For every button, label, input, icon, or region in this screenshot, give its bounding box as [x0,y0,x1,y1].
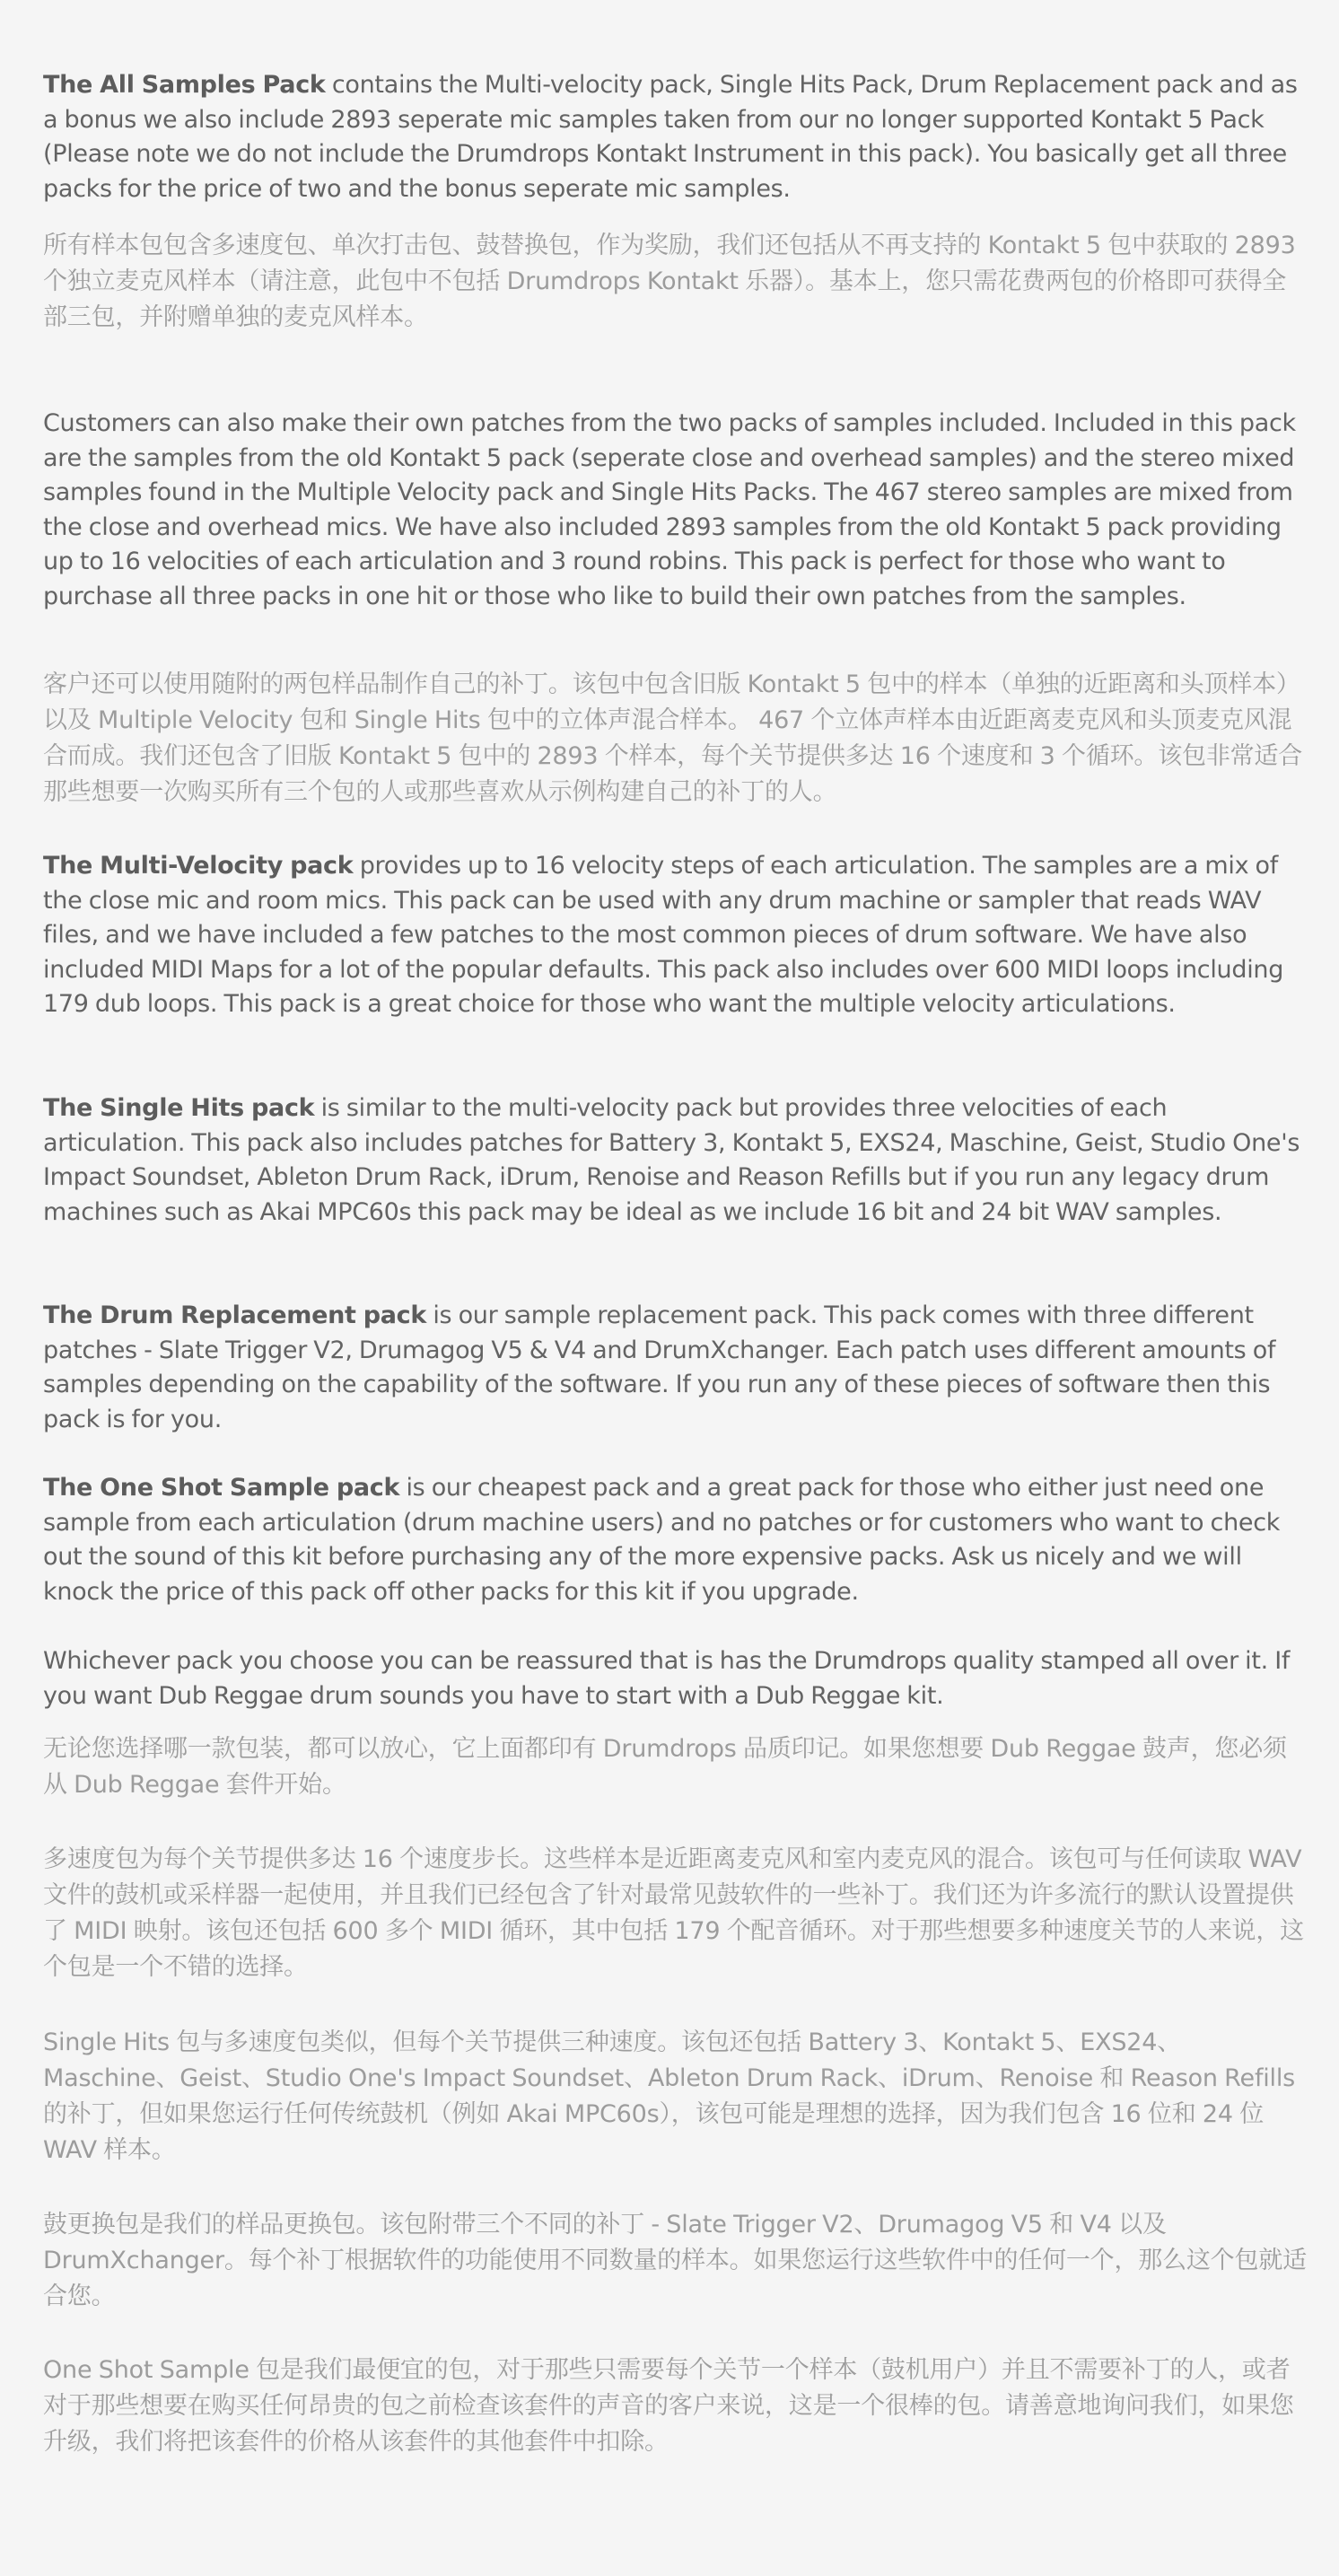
multi-velocity-zh-paragraph [43,1842,1310,1985]
one-shot-sample-pack-paragraph [43,1471,1317,1609]
quality-paragraph [43,1644,1317,1713]
paragraph-text: Whichever pack you choose you can be reassured that is has the Drumdrops quality stamped all over it. If you want Dub Reggae drum sounds you have to start with a Dub Reggae kit. [43,1647,1291,1710]
paragraph-lead: The Drum Replacement pack [43,1301,427,1329]
paragraph-text: 多速度包为每个关节提供多达 16 个速度步长。这些样本是近距离麦克风和室内麦克风的混合。该包可与任何读取 WAV 文件的鼓机或采样器一起使用，并且我们已经包含了针对最常见鼓软件的一些补丁。我们还为许多流行的默认设置提供了 MIDI 映射。该包还包括 600 多个 MIDI 循环，其中包括 179 个配音循环。对于那些想要多种速度关节的人来说，这个包是一个不错的选择。 [43,1845,1304,1981]
paragraph-text: provides up to 16 velocity steps of each articulation. The samples are a mix of the close mic and room mics. This pack can be used with any drum machine or sampler that reads WAV files, and we have included a few patches to the most common pieces of drum software. We have also included MIDI Maps for a lot of the popular defaults. This pack also includes over 600 MIDI loops including 179 dub loops. This pack is a great choice for those who want the multiple velocity articulations. [43,852,1284,1019]
paragraph-text: 所有样本包包含多速度包、单次打击包、鼓替换包，作为奖励，我们还包括从不再支持的 Kontakt 5 包中获取的 2893 个独立麦克风样本（请注意，此包中不包括 Drumdrops Kontakt 乐器）。基本上，您只需花费两包的价格即可获得全部三包，并附赠单独的麦克风样本。 [43,232,1296,331]
drum-replacement-pack-paragraph [43,1299,1317,1437]
quality-zh-paragraph [43,1731,1310,1803]
paragraph-text: One Shot Sample 包是我们最便宜的包，对于那些只需要每个关节一个样本（鼓机用户）并且不需要补丁的人，或者对于那些想要在购买任何昂贵的包之前检查该套件的声音的客户来说，这是一个很棒的包。请善意地询问我们，如果您升级，我们将把该套件的价格从该套件的其他套件中扣除。 [43,2356,1294,2456]
paragraph-text: Customers can also make their own patches from the two packs of samples included. Included in this pack are the samples from the old Kontakt 5 pack (seperate close and overhead samples) and the stereo mixed samples found in the Multiple Velocity pack and Single Hits Packs. The 467 stereo samples are mixed from the close and overhead mics. We have also included 2893 samples from the old Kontakt 5 pack providing up to 16 velocities of each articulation and 3 round robins. This pack is perfect for those who want to purchase all three packs in one hit or those who like to build their own patches from the samples. [43,409,1296,610]
all-samples-pack-zh-paragraph [43,228,1308,336]
paragraph-text: is our sample replacement pack. This pack comes with three different patches - Slate Trigger V2, Drumagog V5 & V4 and DrumXchanger. Each patch uses different amounts of samples depending on the capability of the software. If you run any of these pieces of software then this pack is for you. [43,1301,1276,1433]
custom-patches-zh-paragraph [43,667,1310,810]
paragraph-lead: The One Shot Sample pack [43,1474,400,1502]
paragraph-text: 无论您选择哪一款包装，都可以放心，它上面都印有 Drumdrops 品质印记。如果您想要 Dub Reggae 鼓声，您必须从 Dub Reggae 套件开始。 [43,1735,1287,1799]
paragraph-text: Single Hits 包与多速度包类似，但每个关节提供三种速度。该包还包括 Battery 3、Kontakt 5、EXS24、Maschine、Geist、Studio One's Impact Soundset、Ableton Drum Rack、iDrum、Renoise 和 Reason Refills 的补丁，但如果您运行任何传统鼓机（例如 Akai MPC60s），该包可能是理想的选择，因为我们包含 16 位和 24 位 WAV 样本。 [43,2028,1296,2164]
paragraph-text: 鼓更换包是我们的样品更换包。该包附带三个不同的补丁 - Slate Trigger V2、Drumagog V5 和 V4 以及 DrumXchanger。每个补丁根据软件的功能使用不同数量的样本。如果您运行这些软件中的任何一个，那么这个包就适合您。 [43,2211,1307,2310]
paragraph-text: is similar to the multi-velocity pack but provides three velocities of each articulation. This pack also includes patches for Battery 3, Kontakt 5, EXS24, Maschine, Geist, Studio One's Impact Soundset, Ableton Drum Rack, iDrum, Renoise and Reason Refills but if you run any legacy drum machines such as Akai MPC60s this pack may be ideal as we include 16 bit and 24 bit WAV samples. [43,1094,1300,1226]
drum-replacement-zh-paragraph [43,2207,1310,2315]
single-hits-zh-paragraph [43,2025,1310,2169]
multi-velocity-pack-paragraph [43,849,1317,1022]
one-shot-zh-paragraph [43,2353,1310,2460]
paragraph-text: is our cheapest pack and a great pack for those who either just need one sample from each articulation (drum machine users) and no patches or for customers who want to check out the sound of this kit before purchasing any of the more expensive packs. Ask us nicely and we will knock the price of this pack off other packs for this kit if you upgrade. [43,1474,1281,1606]
paragraph-lead: The Single Hits pack [43,1094,315,1122]
single-hits-pack-paragraph [43,1091,1308,1230]
paragraph-lead: The Multi-Velocity pack [43,852,354,880]
custom-patches-paragraph [43,407,1308,615]
paragraph-text: contains the Multi-velocity pack, Single Hits Pack, Drum Replacement pack and as a bonus we also include 2893 seperate mic samples taken from our no longer supported Kontakt 5 Pack (Please note we do not include the Drumdrops Kontakt Instrument in this pack). You basically get all three packs for the price of two and the bonus seperate mic samples. [43,71,1298,203]
all-samples-pack-paragraph [43,68,1317,206]
paragraph-lead: The All Samples Pack [43,71,326,99]
paragraph-text: 客户还可以使用随附的两包样品制作自己的补丁。该包中包含旧版 Kontakt 5 包中的样本（单独的近距离和头顶样本）以及 Multiple Velocity 包和 Single Hits 包中的立体声混合样本。 467 个立体声样本由近距离麦克风和头顶麦克风混合而成。我们还包含了旧版 Kontakt 5 包中的 2893 个样本，每个关节提供多达 16 个速度和 3 个循环。该包非常适合那些想要一次购买所有三个包的人或那些喜欢从示例构建自己的补丁的人。 [43,670,1303,806]
